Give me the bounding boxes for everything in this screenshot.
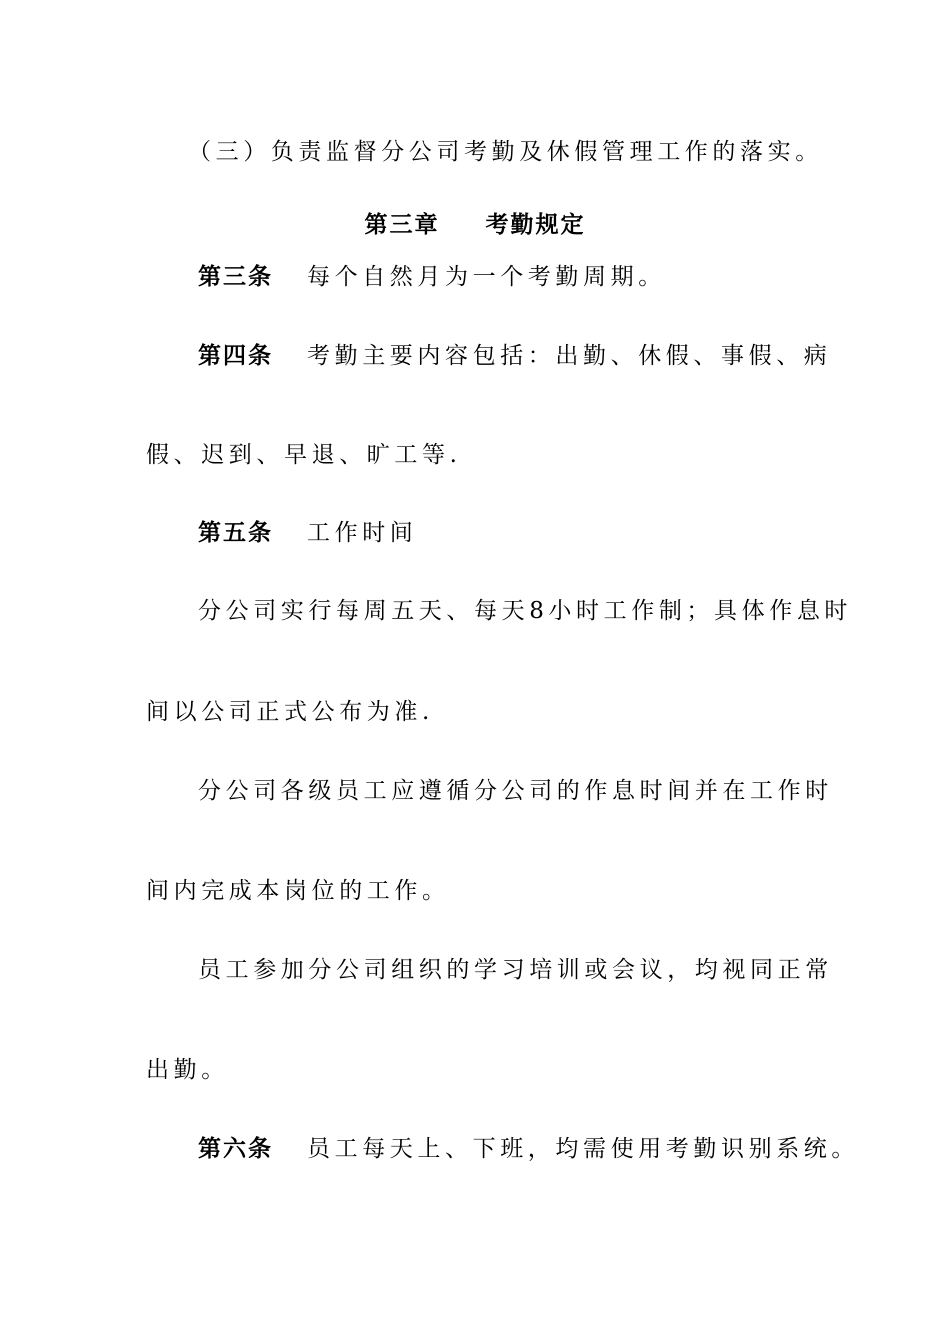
article-6	[198, 1134, 859, 1164]
intro-line: （三）负责监督分公司考勤及休假管理工作的落实。	[188, 139, 823, 165]
article-4-label: 第四条	[198, 342, 273, 369]
article-5-paragraph-2-line-2: 间内完成本岗位的工作。	[146, 878, 450, 904]
article-4-line-1	[198, 341, 831, 371]
chapter-heading	[0, 210, 950, 240]
article-4-text-line-1: 考勤主要内容包括：出勤、休假、事假、病	[307, 343, 832, 369]
article-5-paragraph-1-line-1: 分公司实行每周五天、每天8小时工作制；具体作息时	[198, 598, 853, 624]
article-5-paragraph-1-line-2: 间以公司正式公布为准.	[146, 699, 434, 725]
article-5-label: 第五条	[198, 519, 273, 546]
article-5-paragraph-3-line-2: 出勤。	[146, 1057, 229, 1083]
article-3-label: 第三条	[198, 263, 273, 290]
chapter-number: 第三章	[364, 211, 440, 238]
article-4-line-2: 假、迟到、早退、旷工等.	[146, 442, 462, 468]
article-6-label: 第六条	[198, 1135, 273, 1162]
article-5-text: 工作时间	[307, 520, 418, 546]
chapter-title: 考勤规定	[485, 211, 586, 238]
article-5-paragraph-2-line-1: 分公司各级员工应遵循分公司的作息时间并在工作时	[198, 778, 833, 804]
article-3	[198, 262, 666, 292]
article-5	[198, 518, 417, 548]
article-3-text: 每个自然月为一个考勤周期。	[307, 264, 666, 290]
article-5-paragraph-3-line-1: 员工参加分公司组织的学习培训或会议，均视同正常	[198, 957, 833, 983]
article-6-text: 员工每天上、下班，均需使用考勤识别系统。	[307, 1136, 859, 1162]
